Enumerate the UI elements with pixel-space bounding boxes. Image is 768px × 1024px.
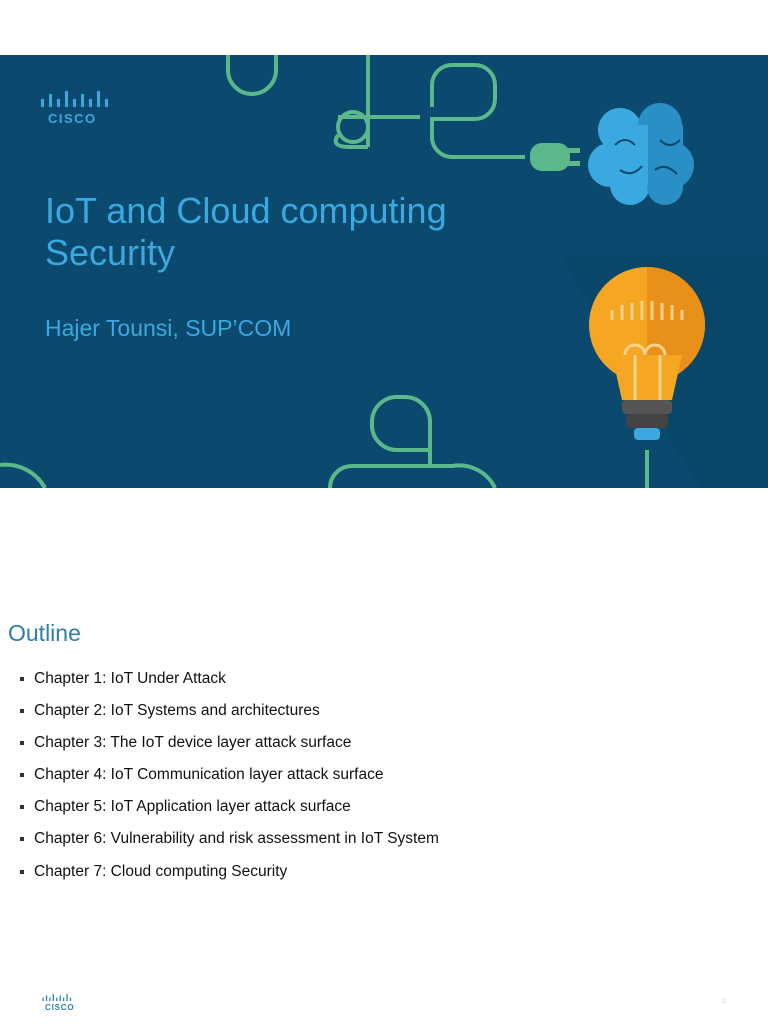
bullet-icon (20, 805, 24, 809)
list-item-text: Chapter 6: Vulnerability and risk assessment in IoT System (34, 830, 439, 848)
page-number: 2 (722, 998, 726, 1005)
list-item (18, 764, 439, 796)
title-slide (0, 55, 768, 488)
list-item-text: Chapter 1: IoT Under Attack (34, 670, 226, 687)
list-item (18, 828, 439, 860)
list-item-text: Chapter 4: IoT Communication layer attack surface (34, 766, 384, 784)
outline-list (18, 668, 439, 893)
outline-heading: Outline (8, 620, 81, 646)
plug-icon (530, 143, 580, 171)
bullet-icon (20, 870, 24, 874)
list-item-text: Chapter 2: IoT Systems and architectures (34, 702, 320, 720)
slide-subtitle: Hajer Tounsi, SUP’COM (45, 315, 292, 341)
cisco-brand: CISCO (48, 111, 97, 126)
list-item-text: Chapter 7: Cloud computing Security (34, 862, 288, 880)
cisco-logo-icon (42, 994, 72, 1002)
list-item-text: Chapter 5: IoT Application layer attack surface (34, 798, 351, 816)
cisco-brand-footer: CISCO (45, 1003, 75, 1012)
list-item (18, 700, 439, 732)
list-item-text: Chapter 3: The IoT device layer attack surface (34, 734, 352, 752)
bullet-icon (20, 837, 24, 841)
bullet-icon (20, 709, 24, 713)
bullet-icon (20, 741, 24, 745)
list-item (18, 861, 439, 893)
slide-title: IoT and Cloud computing Security (45, 190, 447, 273)
list-item (18, 668, 439, 700)
cisco-logo-icon (40, 91, 110, 109)
list-item (18, 796, 439, 828)
bullet-icon (20, 677, 24, 681)
brain-icon (588, 103, 694, 205)
list-item (18, 732, 439, 764)
bullet-icon (20, 773, 24, 777)
